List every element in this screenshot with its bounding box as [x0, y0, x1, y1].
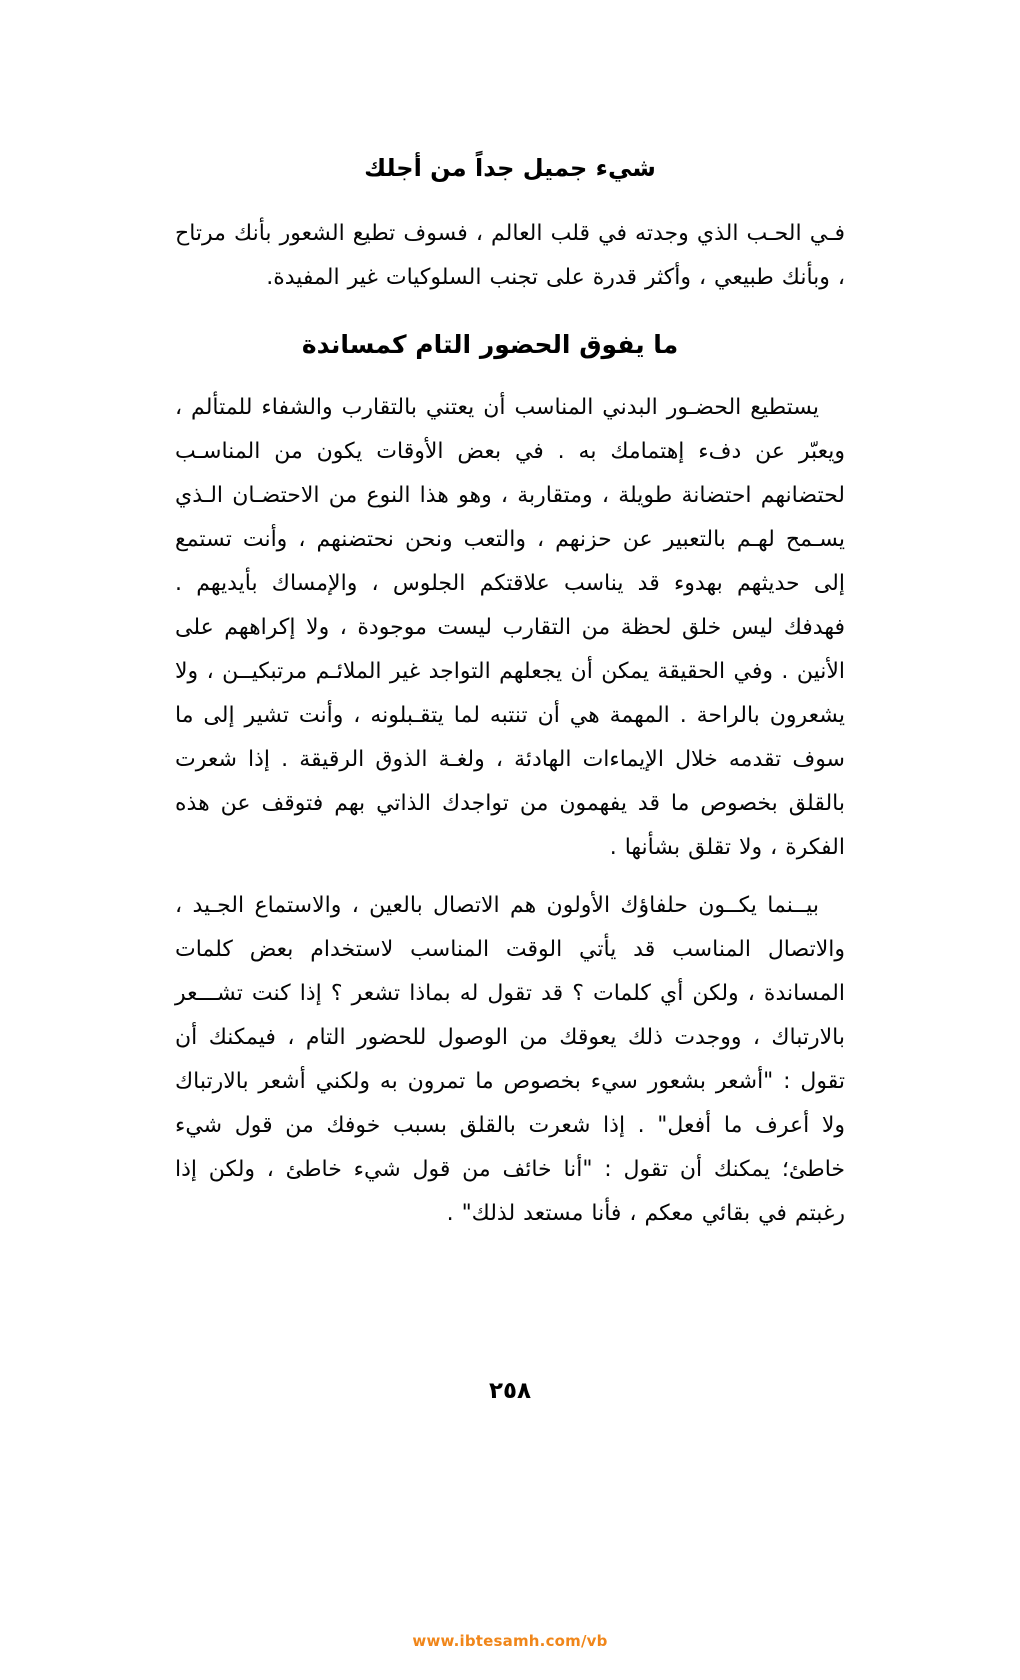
paragraph-body-one: يستطيع الحضـور البدني المناسب أن يعتني بالتقارب والشفاء للمتألم ، ويعبّر عن دفء إهتمامك به . في بعض الأوقات يكون من المناسـب لحتضانهم احتضانة طويلة ، ومتقاربة ، وهو هذا النوع من الاحتضـان الـذي يسـمح لهـم بالتعبير عن حزنهم ، والتعب ونحن نحتضنهم ، وأنت تستمع إلى حديثهم بهدوء قد يناسب علاقتكم الجلوس ، والإمساك بأيديهم . فهدفك ليس خلق لحظة من التقارب ليست موجودة ، ولا إكراههم على الأنين . وفي الحقيقة يمكن أن يجعلهم التواجد غير الملائـم مرتبكيــن ، ولا يشعرون بالراحة . المهمة هي أن تنتبه لما يتقـبلونه ، وأنت تشير إلى ما سوف تقدمه خلال الإيماءات الهادئة ، ولغـة الذوق الرقيقة . إذا شعرت بالقلق بخصوص ما قد يفهمون من تواجدك الذاتي بهم فتوقف عن هذه الفكرة ، ولا تقلق بشأنها .	[175, 394, 845, 860]
body-paragraph-two-block	[175, 884, 845, 1236]
section-heading-two: ما يفوق الحضور التام كمساندة	[301, 330, 679, 359]
intro-paragraph-block	[175, 212, 845, 300]
page-text-column	[175, 150, 845, 1250]
body-paragraph-one-block	[175, 386, 845, 870]
paragraph-intro: فـي الحـب الذي وجدته في قلب العالم ، فسوف تطيع الشعور بأنك مرتاح ، وبأنك طبيعي ، وأكثر قدرة على تجنب السلوكيات غير المفيدة.	[175, 221, 845, 290]
paragraph-body-two: بيــنما يكــون حلفاؤك الأولون هم الاتصال بالعين ، والاستماع الجـيد ، والاتصال المناسب قد يأتي الوقت المناسب لاستخدام بعض كلمات المساندة ، ولكن أي كلمات ؟ قد تقول له بماذا تشعر ؟ إذا كنت تشـــعر بالارتباك ، ووجدت ذلك يعوقك من الوصول للحضور التام ، فيمكنك أن تقول : "أشعر بشعور سيء بخصوص ما تمرون به ولكني أشعر بالارتباك ولا أعرف ما أفعل" . إذا شعرت بالقلق بسبب خوفك من قول شيء خاطئ؛ يمكنك أن تقول : "أنا خائف من قول شيء خاطئ ، ولكن إذا رغبتم في بقائي معكم ، فأنا مستعد لذلك" .	[175, 892, 845, 1226]
page-number: ٢٥٨	[488, 1378, 532, 1404]
site-watermark: www.ibtesamh.com/vb	[412, 1632, 608, 1650]
section-heading-one: شيء جميل جداً من أجلك	[364, 154, 656, 182]
